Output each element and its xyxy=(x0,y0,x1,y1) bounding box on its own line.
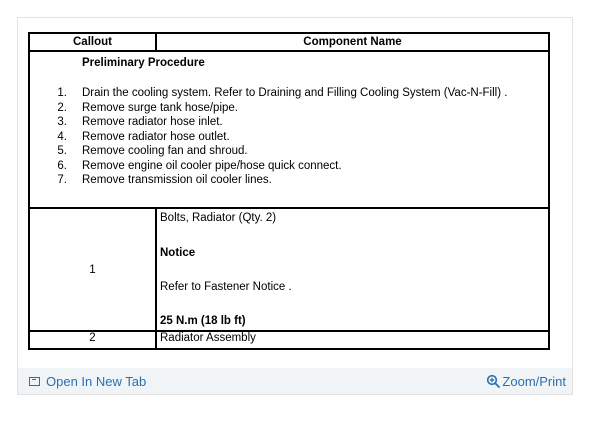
preliminary-steps xyxy=(30,86,548,188)
step-text: Remove cooling fan and shroud. xyxy=(82,145,248,157)
step-text: Remove transmission oil cooler lines. xyxy=(82,174,272,186)
table-row xyxy=(29,208,549,331)
card-footer xyxy=(18,368,572,394)
preliminary-row xyxy=(29,51,549,208)
list-item: 4. Remove radiator hose outlet. xyxy=(57,130,230,143)
callout-cell: 2 xyxy=(29,331,156,349)
list-item: 6. Remove engine oil cooler pipe/hose quick connect. xyxy=(57,159,342,172)
preliminary-heading: Preliminary Procedure xyxy=(82,57,205,69)
zoom-print-label: Zoom/Print xyxy=(502,374,566,389)
callout-cell: 1 xyxy=(29,208,156,331)
list-item: 5. Remove cooling fan and shroud. xyxy=(57,145,248,157)
header-component-name: Component Name xyxy=(156,33,549,51)
component-cell xyxy=(156,208,549,331)
open-tab-icon xyxy=(29,377,40,386)
list-item: 1. Drain the cooling system. Refer to Draining and Filling Cooling System (Vac-N-Fill) . xyxy=(57,87,508,99)
table-header-row xyxy=(29,33,549,51)
step-text: Remove radiator hose outlet. xyxy=(82,130,230,143)
zoom-print-link[interactable] xyxy=(486,374,566,389)
component-table xyxy=(28,32,550,350)
open-in-new-tab-link[interactable] xyxy=(29,374,146,389)
component-name: Bolts, Radiator (Qty. 2) xyxy=(160,212,277,224)
torque-spec: 25 N.m (18 lb ft) xyxy=(160,315,246,327)
open-tab-label: Open In New Tab xyxy=(46,374,147,389)
list-item: 7. Remove transmission oil cooler lines. xyxy=(57,174,272,186)
step-text: Remove radiator hose inlet. xyxy=(82,116,223,128)
preliminary-cell xyxy=(29,51,549,208)
procedure-card xyxy=(17,17,573,395)
header-callout: Callout xyxy=(29,33,156,51)
step-text: Remove surge tank hose/pipe. xyxy=(82,101,238,114)
step-text: Drain the cooling system. Refer to Draining and Filling Cooling System (Vac-N-Fill) . xyxy=(82,87,508,99)
zoom-in-icon xyxy=(486,374,501,389)
list-item: 3. Remove radiator hose inlet. xyxy=(57,116,223,128)
notice-text: Refer to Fastener Notice . xyxy=(160,281,292,293)
table-row xyxy=(29,331,549,349)
list-item: 2. Remove surge tank hose/pipe. xyxy=(57,101,238,114)
component-name: Radiator Assembly xyxy=(156,331,549,349)
step-text: Remove engine oil cooler pipe/hose quick connect. xyxy=(82,159,342,172)
notice-label: Notice xyxy=(160,247,196,259)
